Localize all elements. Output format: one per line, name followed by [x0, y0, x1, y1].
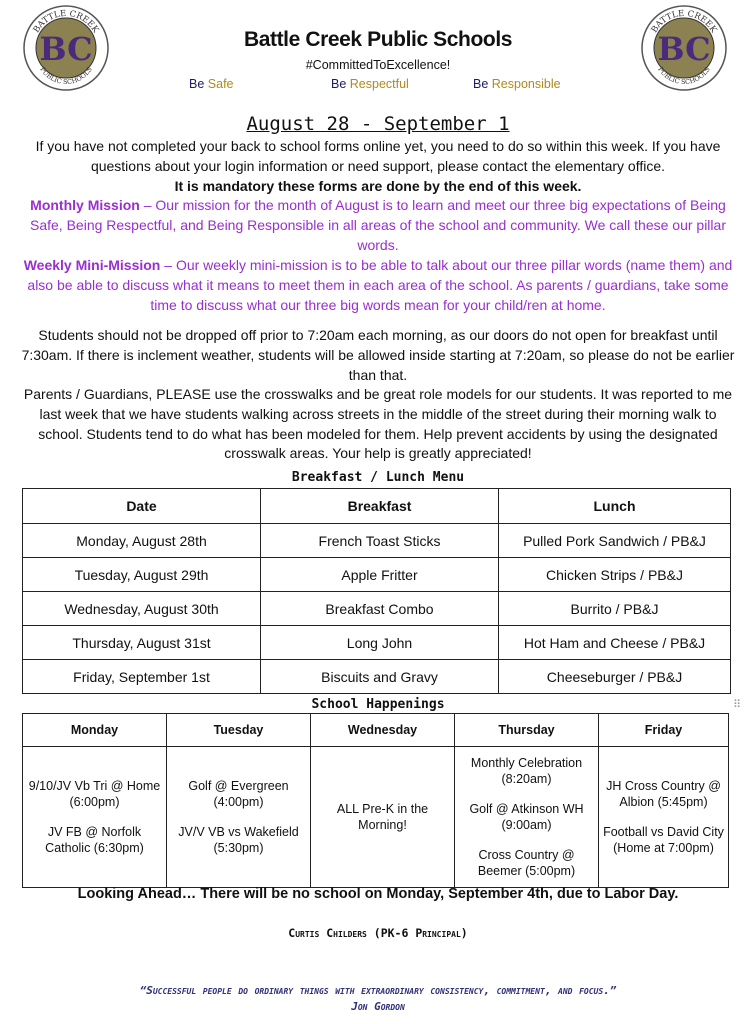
looking-ahead: Looking Ahead… There will be no school on Monday, September 4th, due to Labor Day. [77, 886, 679, 902]
menu-breakfast: French Toast Sticks [261, 524, 499, 558]
event: JV FB @ Norfolk Catholic (6:30pm) [45, 825, 144, 855]
happenings-table [22, 713, 729, 888]
menu-header-date: Date [23, 489, 261, 524]
monday-events [23, 747, 167, 888]
event: Cross Country @ Beemer (5:00pm) [477, 848, 576, 878]
motto-respectful: Be Respectful [331, 77, 409, 91]
svg-text:PUBLIC SCHOOLS: PUBLIC SCHOOLS [656, 65, 712, 87]
svg-text:BATTLE CREEK: BATTLE CREEK [649, 8, 719, 35]
event: ALL Pre-K in the Morning! [336, 802, 429, 832]
day-header: Monday [23, 714, 167, 747]
menu-date: Thursday, August 31st [23, 626, 261, 660]
svg-text:PUBLIC SCHOOLS: PUBLIC SCHOOLS [38, 65, 94, 87]
hashtag: #CommittedToExcellence! [305, 58, 451, 72]
event: Golf @ Evergreen (4:00pm) [188, 779, 289, 809]
motto-safe: Be Safe [189, 77, 234, 91]
date-heading: August 28 - September 1 [246, 113, 510, 135]
crosswalk-notice: Parents / Guardians, PLEASE use the crosswalks and be great role models for our students. It was reported to me last week that we have students walking across streets in the middle of the street during their morning walk to school. Students tend to do what has been modeled for them. Help prevent accidents by using the designated crosswalk areas. Your help is greatly appreciated! [23, 386, 733, 462]
svg-text:BC: BC [657, 30, 711, 68]
event: Monthly Celebration (8:20am) [470, 756, 583, 786]
wednesday-events [311, 747, 455, 888]
drag-handle-icon[interactable]: ⠿ [733, 699, 742, 711]
day-header: Thursday [455, 714, 599, 747]
menu-header-row [23, 489, 731, 524]
menu-lunch: Cheeseburger / PB&J [499, 660, 731, 694]
event: 9/10/JV Vb Tri @ Home (6:00pm) [28, 779, 161, 809]
day-header: Friday [599, 714, 729, 747]
principal-signature: Curtis Childers (PK-6 Principal) [288, 926, 468, 940]
weekly-mission: Weekly Mini-Mission – Our weekly mini-mission is to be able to talk about our three pillar words (name them) and also be able to discuss what it means to meet them in each area of the school. As parents / guardians, take some time to discuss what our three big words mean for your child/ren at home. [23, 257, 733, 313]
quote-author: Jon Gordon [351, 1000, 405, 1013]
tuesday-events [167, 747, 311, 888]
monthly-mission: Monthly Mission – Our mission for the month of August is to learn and meet our three big expectations of Being Safe, Being Respectful, and Being Responsible in all areas of the school and community. We call these our pillar words. [30, 197, 726, 253]
day-header: Tuesday [167, 714, 311, 747]
menu-lunch: Hot Ham and Cheese / PB&J [499, 626, 731, 660]
menu-header-breakfast: Breakfast [261, 489, 499, 524]
event: JV/V VB vs Wakefield (5:30pm) [178, 825, 299, 855]
menu-lunch: Burrito / PB&J [499, 592, 731, 626]
table-row [23, 592, 731, 626]
quote-text: “Successful people do ordinary things with extraordinary consistency, commitment, and focus.” [139, 984, 617, 997]
menu-lunch: Pulled Pork Sandwich / PB&J [499, 524, 731, 558]
menu-breakfast: Breakfast Combo [261, 592, 499, 626]
event: JH Cross Country @ Albion (5:45pm) [606, 779, 721, 809]
table-row [23, 660, 731, 694]
table-row [23, 558, 731, 592]
friday-events [599, 747, 729, 888]
menu-breakfast: Long John [261, 626, 499, 660]
dropoff-notice: Students should not be dropped off prior to 7:20am each morning, as our doors do not open for breakfast until 7:30am. If there is inclement weather, students will be allowed inside starting at 7:20am, so please do not be earlier than that. [21, 327, 735, 383]
menu-date: Friday, September 1st [23, 660, 261, 694]
menu-lunch: Chicken Strips / PB&J [499, 558, 731, 592]
event: Football vs David City (Home at 7:00pm) [603, 825, 724, 855]
svg-text:BATTLE CREEK: BATTLE CREEK [31, 8, 101, 35]
forms-notice: If you have not completed your back to school forms online yet, you need to do so within this week. If you have questions about your login information or need support, please contact the elementary office. It is mandatory these forms are done by the end of this week. [35, 138, 721, 194]
svg-text:BC: BC [39, 30, 93, 68]
motto-responsible: Be Responsible [473, 77, 561, 91]
thursday-events [455, 747, 599, 888]
day-header: Wednesday [311, 714, 455, 747]
menu-date: Wednesday, August 30th [23, 592, 261, 626]
happenings-title: School Happenings [311, 697, 445, 712]
menu-date: Tuesday, August 29th [23, 558, 261, 592]
menu-table [22, 488, 731, 694]
closing-quote [0, 983, 756, 1015]
table-row [23, 524, 731, 558]
table-row [23, 626, 731, 660]
menu-header-lunch: Lunch [499, 489, 731, 524]
school-title: Battle Creek Public Schools [243, 28, 513, 51]
happenings-row [23, 747, 729, 888]
menu-date: Monday, August 28th [23, 524, 261, 558]
happenings-header-row [23, 714, 729, 747]
menu-title: Breakfast / Lunch Menu [291, 470, 465, 485]
menu-breakfast: Apple Fritter [261, 558, 499, 592]
menu-breakfast: Biscuits and Gravy [261, 660, 499, 694]
event: Golf @ Atkinson WH (9:00am) [469, 802, 584, 832]
